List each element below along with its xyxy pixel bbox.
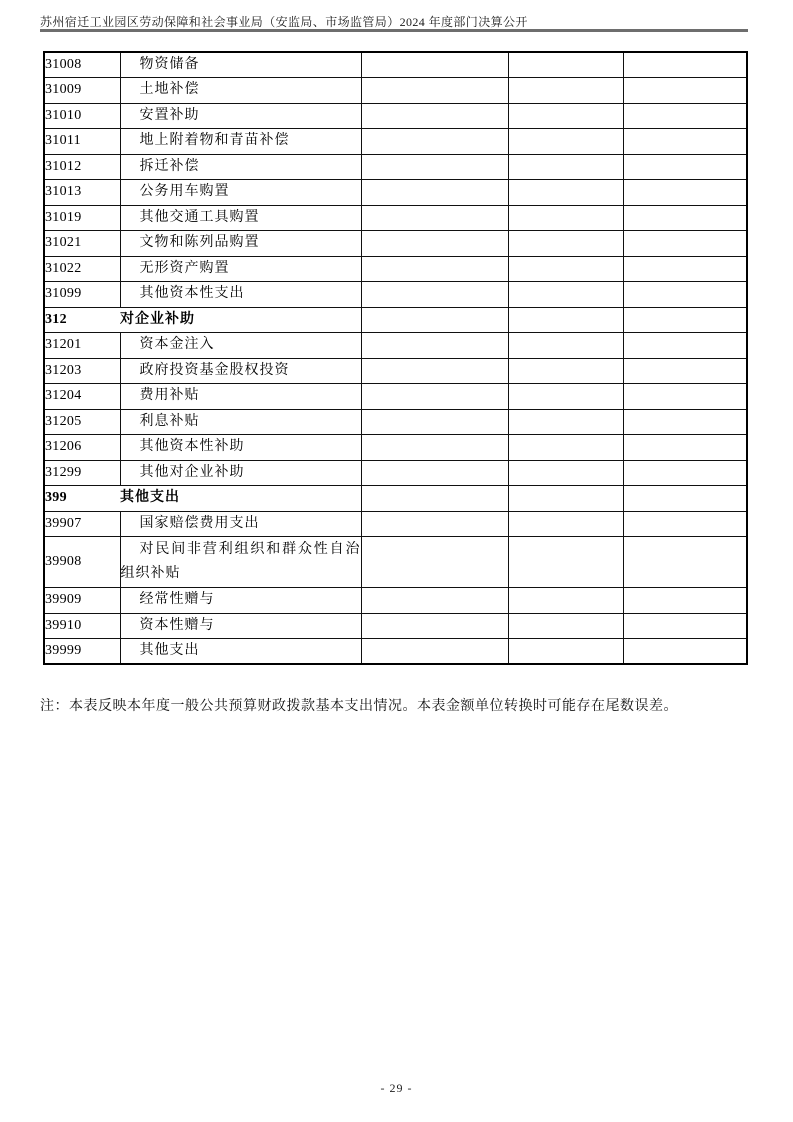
table-row — [44, 205, 747, 231]
code-cell: 39909 — [44, 588, 120, 614]
table-row — [44, 333, 747, 359]
value-cell — [623, 639, 747, 665]
value-cell — [361, 256, 508, 282]
name-cell: 其他支出 — [120, 486, 361, 512]
table-row — [44, 231, 747, 257]
table-row — [44, 460, 747, 486]
value-cell — [623, 154, 747, 180]
value-cell — [361, 52, 508, 78]
value-cell — [508, 205, 623, 231]
code-cell: 31009 — [44, 78, 120, 104]
value-cell — [508, 537, 623, 588]
value-cell — [623, 129, 747, 155]
name-cell: 物资储备 — [120, 52, 361, 78]
code-cell: 31206 — [44, 435, 120, 461]
name-cell: 其他资本性支出 — [120, 282, 361, 308]
code-cell: 31019 — [44, 205, 120, 231]
basic-expenditure-table — [43, 51, 748, 665]
value-cell — [508, 460, 623, 486]
table-row — [44, 180, 747, 206]
value-cell — [361, 435, 508, 461]
value-cell — [361, 307, 508, 333]
value-cell — [508, 103, 623, 129]
name-cell: 其他支出 — [120, 639, 361, 665]
value-cell — [361, 78, 508, 104]
value-cell — [361, 333, 508, 359]
value-cell — [508, 333, 623, 359]
value-cell — [623, 358, 747, 384]
value-cell — [508, 613, 623, 639]
table-row — [44, 537, 747, 588]
value-cell — [623, 256, 747, 282]
value-cell — [623, 409, 747, 435]
header-divider-rule — [40, 29, 748, 32]
table-row — [44, 588, 747, 614]
name-cell: 安置补助 — [120, 103, 361, 129]
code-cell: 31204 — [44, 384, 120, 410]
code-cell: 31021 — [44, 231, 120, 257]
table-row — [44, 613, 747, 639]
table-row — [44, 384, 747, 410]
expense-table-body — [44, 52, 747, 664]
value-cell — [361, 103, 508, 129]
table-row — [44, 358, 747, 384]
section-row — [44, 307, 747, 333]
value-cell — [361, 358, 508, 384]
code-cell: 31022 — [44, 256, 120, 282]
code-cell: 31299 — [44, 460, 120, 486]
code-cell: 31012 — [44, 154, 120, 180]
value-cell — [623, 537, 747, 588]
value-cell — [508, 180, 623, 206]
table-row — [44, 78, 747, 104]
name-cell: 资本金注入 — [120, 333, 361, 359]
name-cell: 其他资本性补助 — [120, 435, 361, 461]
value-cell — [623, 205, 747, 231]
value-cell — [361, 511, 508, 537]
value-cell — [623, 460, 747, 486]
value-cell — [508, 358, 623, 384]
value-cell — [508, 129, 623, 155]
value-cell — [361, 384, 508, 410]
page-number: - 29 - — [380, 1081, 413, 1095]
name-cell: 经常性赠与 — [120, 588, 361, 614]
value-cell — [623, 180, 747, 206]
name-cell: 其他交通工具购置 — [120, 205, 361, 231]
code-cell: 31099 — [44, 282, 120, 308]
name-cell: 公务用车购置 — [120, 180, 361, 206]
value-cell — [361, 409, 508, 435]
value-cell — [361, 460, 508, 486]
value-cell — [508, 409, 623, 435]
value-cell — [623, 613, 747, 639]
value-cell — [361, 231, 508, 257]
table-row — [44, 256, 747, 282]
value-cell — [361, 205, 508, 231]
code-cell: 39908 — [44, 537, 120, 588]
section-row — [44, 486, 747, 512]
code-cell: 39907 — [44, 511, 120, 537]
value-cell — [361, 537, 508, 588]
value-cell — [361, 486, 508, 512]
name-cell: 利息补贴 — [120, 409, 361, 435]
value-cell — [361, 639, 508, 665]
value-cell — [623, 231, 747, 257]
value-cell — [508, 154, 623, 180]
code-cell: 31013 — [44, 180, 120, 206]
code-cell: 399 — [44, 486, 120, 512]
code-cell: 31203 — [44, 358, 120, 384]
name-cell: 政府投资基金股权投资 — [120, 358, 361, 384]
value-cell — [508, 307, 623, 333]
name-cell: 其他对企业补助 — [120, 460, 361, 486]
code-cell: 31201 — [44, 333, 120, 359]
value-cell — [508, 588, 623, 614]
code-cell: 31008 — [44, 52, 120, 78]
value-cell — [623, 78, 747, 104]
value-cell — [361, 180, 508, 206]
name-cell: 拆迁补偿 — [120, 154, 361, 180]
code-cell: 39910 — [44, 613, 120, 639]
value-cell — [508, 256, 623, 282]
name-cell: 对民间非营利组织和群众性自治组织补贴 — [120, 537, 361, 588]
name-cell: 土地补偿 — [120, 78, 361, 104]
table-footnote: 注：本表反映本年度一般公共预算财政拨款基本支出情况。本表金额单位转换时可能存在尾数误差。 — [40, 699, 678, 714]
value-cell — [623, 511, 747, 537]
table-row — [44, 103, 747, 129]
value-cell — [361, 154, 508, 180]
name-cell: 无形资产购置 — [120, 256, 361, 282]
table-row — [44, 639, 747, 665]
value-cell — [508, 282, 623, 308]
name-cell: 对企业补助 — [120, 307, 361, 333]
table-row — [44, 435, 747, 461]
table-row — [44, 409, 747, 435]
code-cell: 31011 — [44, 129, 120, 155]
value-cell — [623, 333, 747, 359]
value-cell — [361, 613, 508, 639]
value-cell — [361, 588, 508, 614]
name-cell: 文物和陈列品购置 — [120, 231, 361, 257]
value-cell — [508, 231, 623, 257]
value-cell — [623, 435, 747, 461]
value-cell — [361, 129, 508, 155]
name-cell: 地上附着物和青苗补偿 — [120, 129, 361, 155]
table-row — [44, 52, 747, 78]
table-row — [44, 282, 747, 308]
value-cell — [623, 588, 747, 614]
table-row — [44, 129, 747, 155]
value-cell — [623, 103, 747, 129]
value-cell — [623, 52, 747, 78]
name-cell: 资本性赠与 — [120, 613, 361, 639]
value-cell — [508, 511, 623, 537]
value-cell — [508, 78, 623, 104]
value-cell — [361, 282, 508, 308]
name-cell: 国家赔偿费用支出 — [120, 511, 361, 537]
value-cell — [508, 486, 623, 512]
value-cell — [623, 307, 747, 333]
value-cell — [508, 435, 623, 461]
value-cell — [623, 486, 747, 512]
name-cell: 费用补贴 — [120, 384, 361, 410]
document-header-title: 苏州宿迁工业园区劳动保障和社会事业局（安监局、市场监管局）2024 年度部门决算公开 — [40, 15, 528, 29]
value-cell — [623, 282, 747, 308]
value-cell — [508, 384, 623, 410]
value-cell — [508, 52, 623, 78]
code-cell: 31010 — [44, 103, 120, 129]
value-cell — [508, 639, 623, 665]
code-cell: 39999 — [44, 639, 120, 665]
table-row — [44, 154, 747, 180]
code-cell: 312 — [44, 307, 120, 333]
table-row — [44, 511, 747, 537]
value-cell — [623, 384, 747, 410]
code-cell: 31205 — [44, 409, 120, 435]
